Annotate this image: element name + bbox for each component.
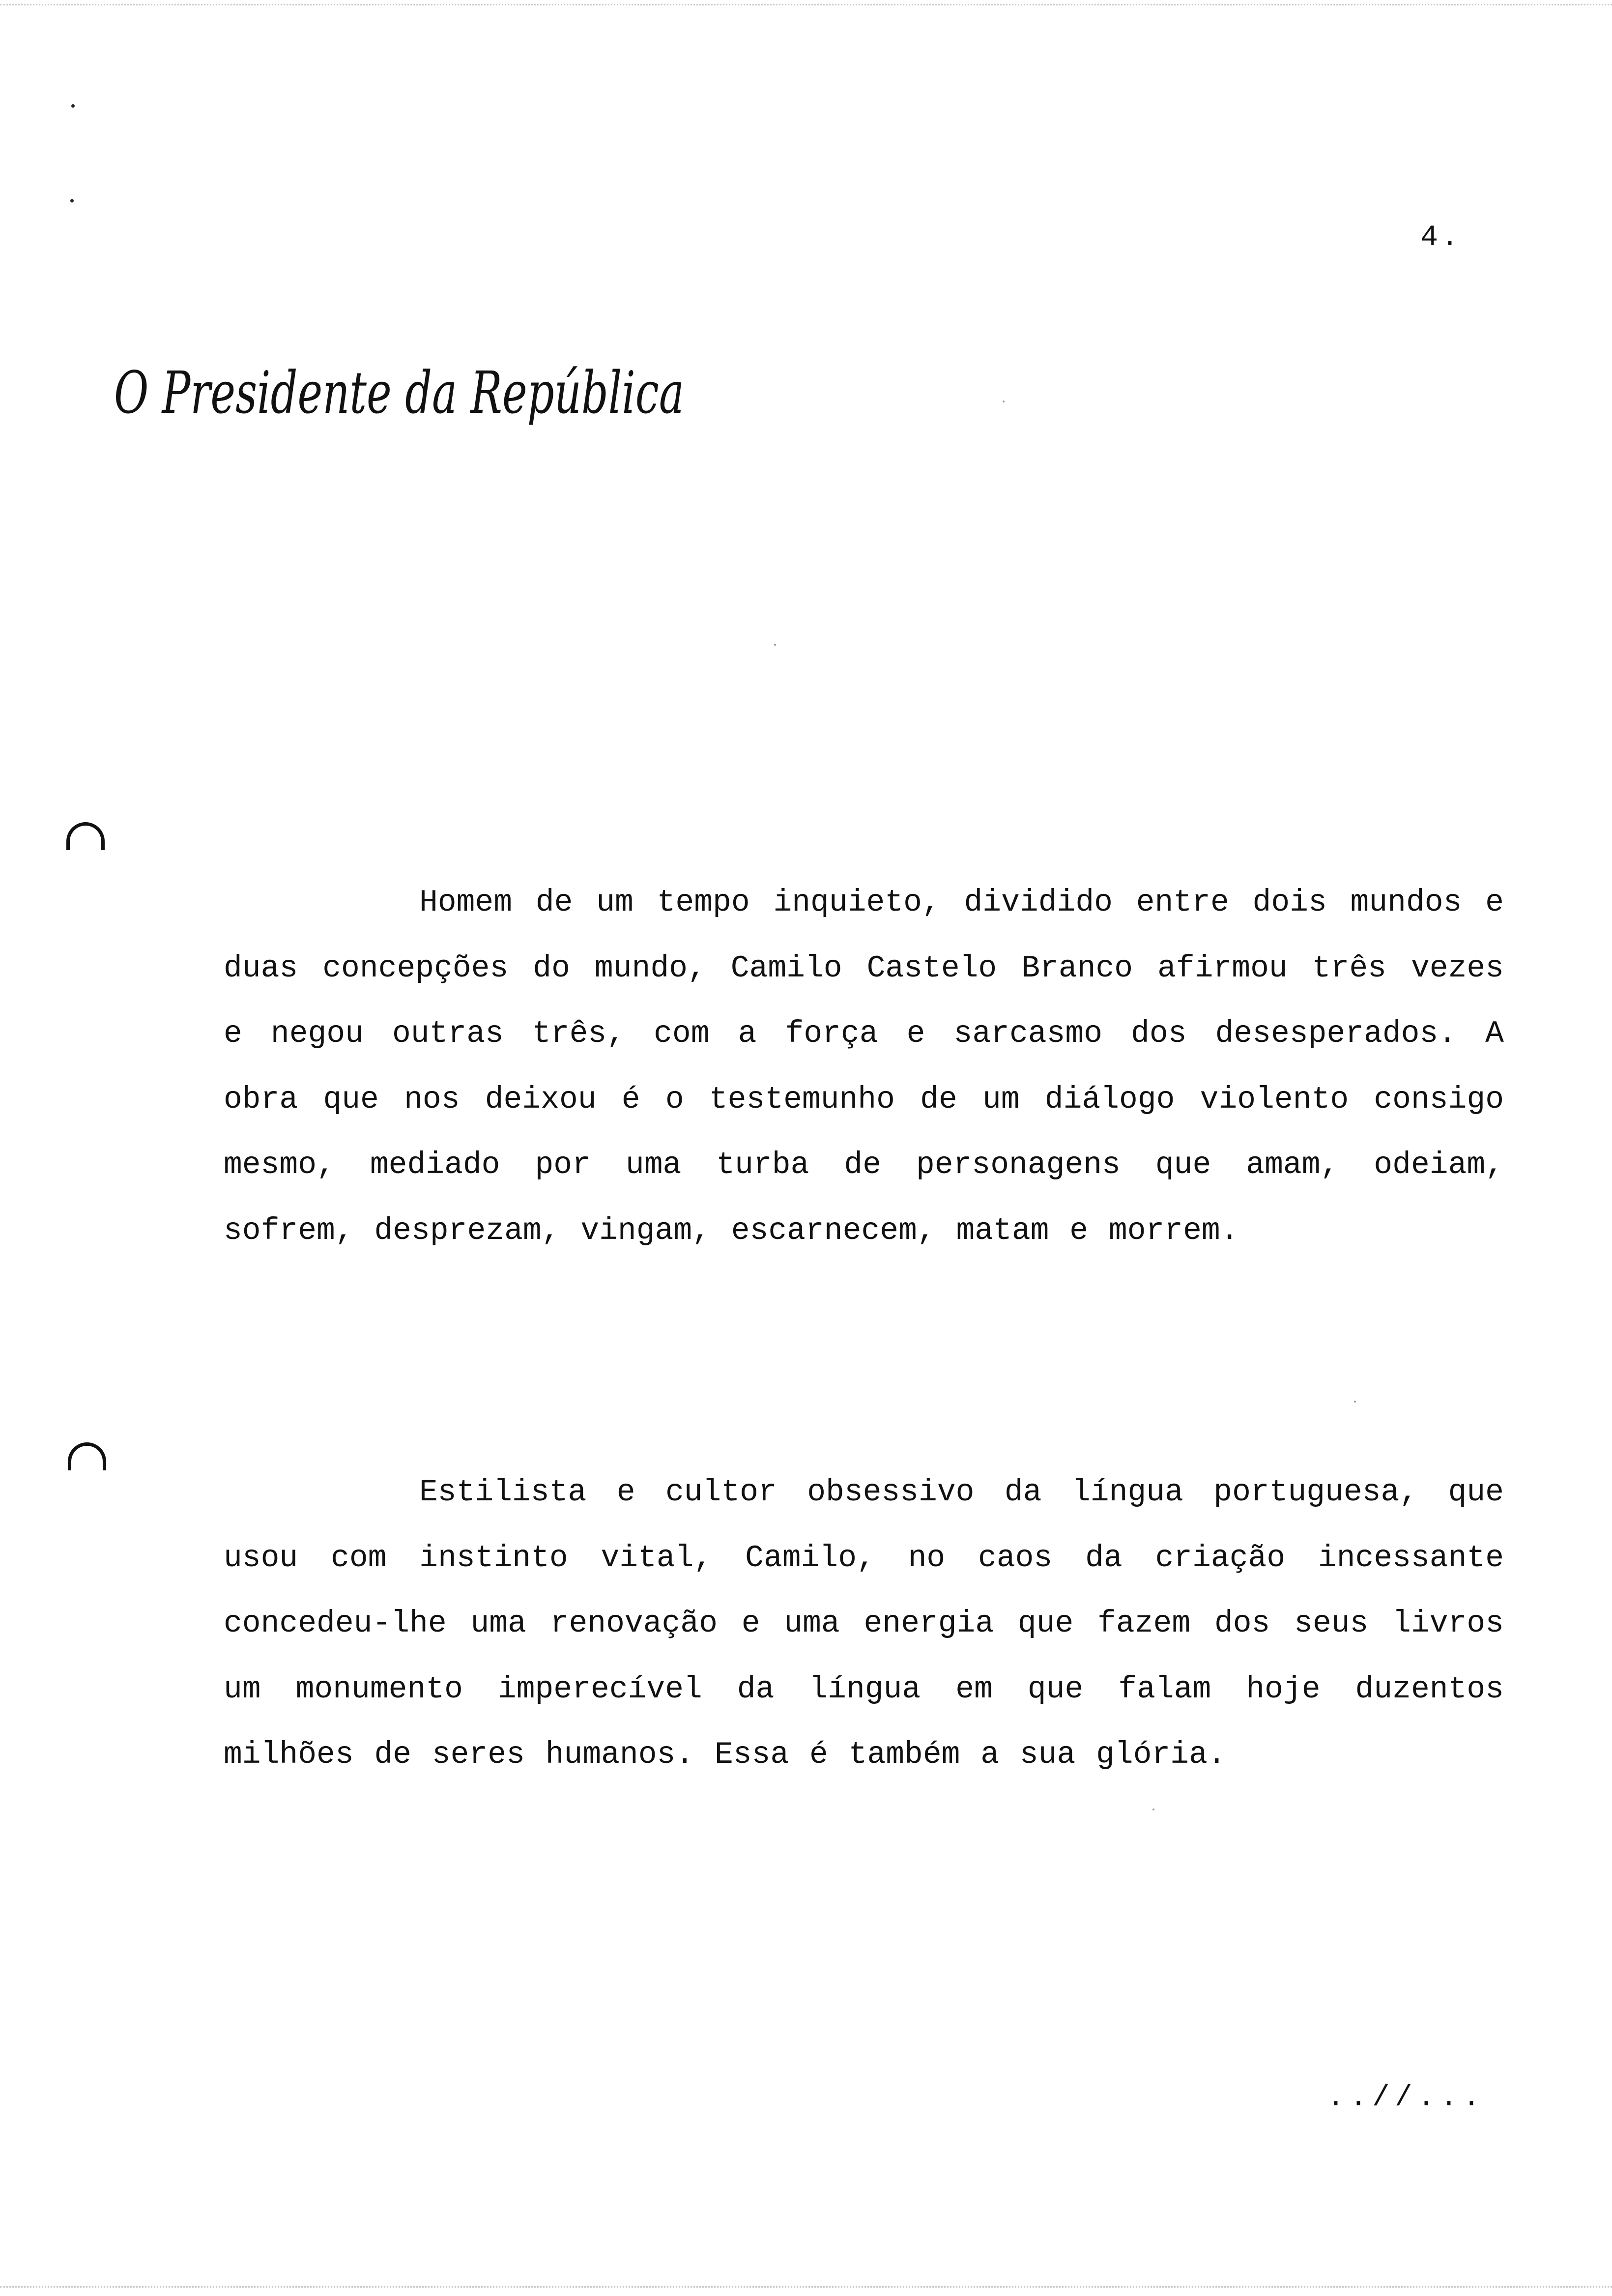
scan-speck [774, 644, 776, 646]
paragraph-camilo-style [224, 1460, 1504, 1788]
scan-speck [1152, 1808, 1154, 1810]
scan-speck [1354, 1401, 1356, 1403]
letterhead-script-logo [109, 344, 699, 442]
scan-bottom-edge [0, 2286, 1612, 2288]
continuation-mark: ..//... [1327, 2081, 1486, 2115]
scan-speck [70, 199, 74, 202]
punch-hole-top [66, 822, 105, 850]
paragraph-text: Homem de um tempo inquieto, dividido entre dois mundos e duas concepções do mundo, Camilo Castelo Branco afirmou três vezes e negou outras três, com a força e sarcasmo dos desesperados. A obra que nos deixou é o testemunho de um diálogo violento consigo mesmo, mediado por uma turba de personagens que amam, odeiam, sofrem, desprezam, vingam, escarnecem, matam e morrem. [224, 885, 1504, 1248]
punch-hole-bottom [68, 1442, 106, 1470]
paragraph-text: Estilista e cultor obsessivo da língua portuguesa, que usou com instinto vital, Camilo, no caos da criação incessante concedeu-lhe uma renovação e uma energia que fazem dos seus livros um monumento imperecível da língua em que falam hoje duzentos milhões de seres humanos. Essa é também a sua glória. [224, 1475, 1504, 1772]
letterhead-text: O Presidente da República [114, 359, 684, 427]
scan-speck [71, 104, 75, 108]
letterhead [109, 344, 699, 442]
scan-top-edge [0, 4, 1612, 5]
scan-speck [1003, 401, 1005, 402]
page-number: 4. [1420, 221, 1462, 255]
paragraph-camilo-life [224, 870, 1504, 1263]
